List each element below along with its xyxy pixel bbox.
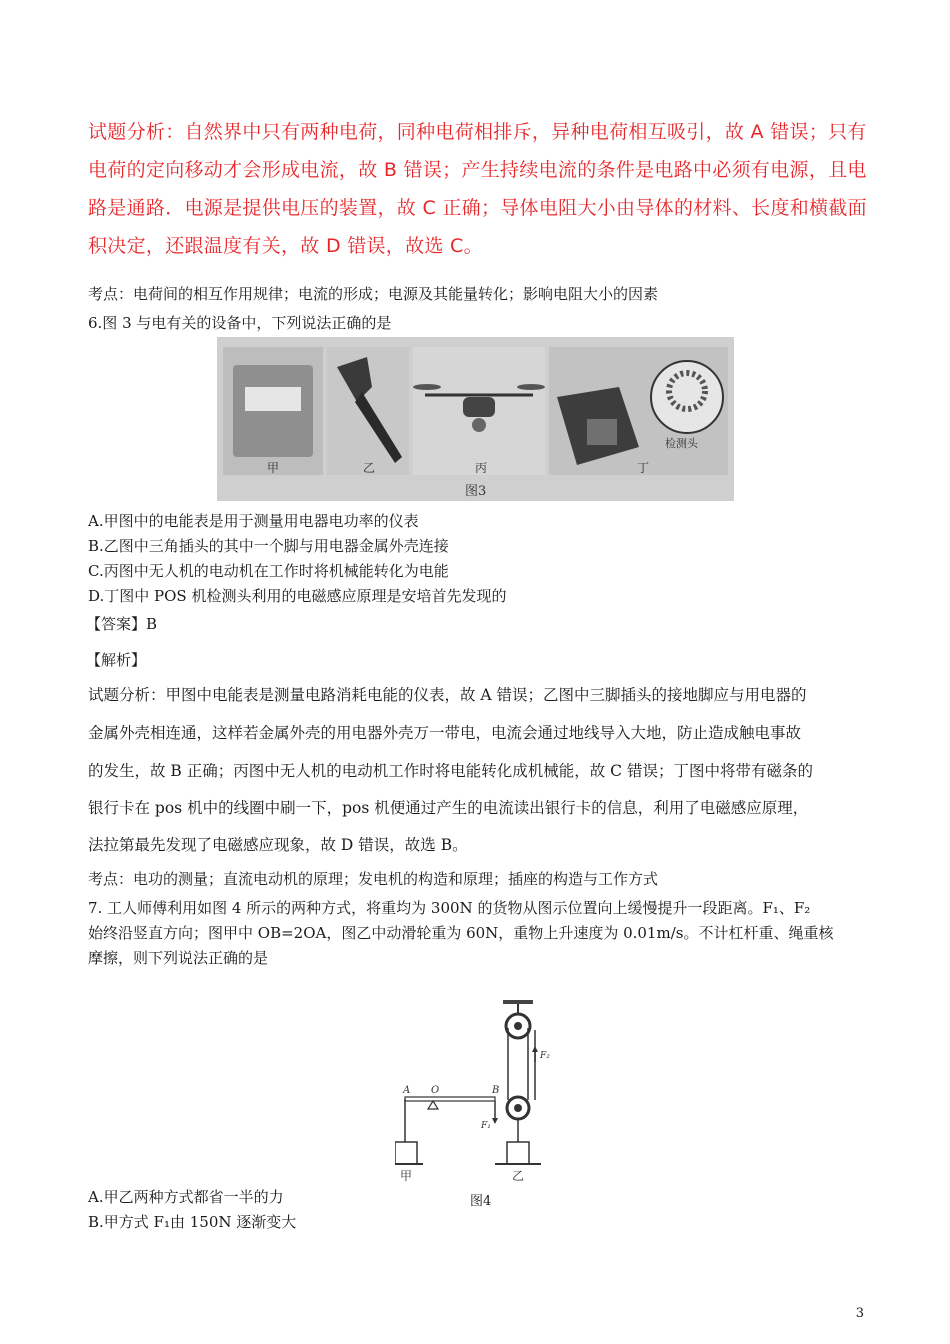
q6-analysis-line-3: 的发生，故 B 正确；丙图中无人机的电动机工作时将电能转化成机械能，故 C 错误；丁图中将带有磁条的 (88, 762, 813, 780)
label-f1: F₁ (481, 1121, 491, 1131)
figure-3-panel-bing (413, 347, 545, 475)
label-jia: 甲 (400, 1169, 413, 1183)
q7-line-1: 7. 工人师傅利用如图 4 所示的两种方式，将重均为 300N 的货物从图示位置向上缓慢提升一段距离。F₁、F₂ (88, 899, 811, 917)
q6-option-b: B.乙图中三角插头的其中一个脚与用电器金属外壳连接 (88, 537, 449, 555)
q7-line-3: 摩擦，则下列说法正确的是 (88, 949, 269, 967)
figure-3-label-ding: 丁 (637, 461, 650, 475)
label-a: A (403, 1085, 411, 1096)
figure-3-label-jia: 甲 (267, 461, 280, 475)
label-f2: F₂ (540, 1051, 550, 1061)
q6-stem: 6.图 3 与电有关的设备中，下列说法正确的是 (88, 314, 392, 332)
figure-3-caption: 图3 (465, 484, 487, 499)
q7-option-b: B.甲方式 F₁由 150N 逐渐变大 (88, 1213, 297, 1231)
q6-analysis-line-2: 金属外壳相连通，这样若金属外壳的用电器外壳万一带电，电流会通过地线导入大地，防止造成触电事故 (88, 724, 802, 742)
figure-3 (217, 337, 734, 501)
q6-answer: 【答案】B (86, 615, 158, 633)
figure-3-panel-jia (223, 347, 323, 475)
q6-jiexi: 【解析】 (86, 651, 147, 669)
figure-3-label-yi: 乙 (363, 461, 376, 475)
q7-option-a: A.甲乙两种方式都省一半的力 (88, 1188, 284, 1206)
q6-analysis-line-4: 银行卡在 pos 机中的线圈中刷一下，pos 机便通过产生的电流读出银行卡的信息，利用了电磁感应原理， (88, 799, 809, 817)
figure-4-caption: 图4 (470, 1194, 492, 1209)
q7-line-2: 始终沿竖直方向；图甲中 OB=2OA，图乙中动滑轮重为 60N，重物上升速度为 0.01m/s。不计杠杆重、绳重核 (88, 924, 834, 942)
figure-3-label-bing: 丙 (475, 461, 488, 475)
figure-4 (395, 1000, 565, 1185)
q6-option-d: D.丁图中 POS 机检测头利用的电磁感应原理是安培首先发现的 (88, 587, 507, 605)
q6-analysis-line-5: 法拉第最先发现了电磁感应现象，故 D 错误，故选 B。 (88, 836, 468, 854)
weight-yi (507, 1142, 529, 1164)
q6-option-a: A.甲图中的电能表是用于测量用电器电功率的仪表 (88, 512, 419, 530)
weight-jia (395, 1142, 417, 1164)
analysis-red-paragraph: 试题分析：自然界中只有两种电荷，同种电荷相排斥，异种电荷相互吸引，故 A 错误；只有电荷的定向移动才会形成电流，故 B 错误；产生持续电流的条件是电路中必须有电源，且电路是通路．电源是提供电压的装置，故 C 正确；导体电阻大小由导体的材料、长度和横截面积决定，还跟温度有关，故 D 错误，故选 C。 (88, 121, 867, 257)
kaodian-q5: 考点：电荷间的相互作用规律；电流的形成；电源及其能量转化；影响电阻大小的因素 (88, 285, 659, 303)
kaodian-q6: 考点：电功的测量；直流电动机的原理；发电机的构造和原理；插座的构造与工作方式 (88, 870, 659, 888)
figure-3-panel-ding (549, 347, 728, 475)
fulcrum (428, 1101, 438, 1109)
ceiling (503, 1000, 533, 1004)
label-b: B (492, 1085, 500, 1096)
lever (405, 1097, 495, 1101)
label-yi: 乙 (512, 1169, 525, 1183)
probe-label: 检测头 (665, 437, 698, 450)
page-number: 3 (855, 1306, 864, 1321)
q6-analysis-line-1: 试题分析：甲图中电能表是测量电路消耗电能的仪表，故 A 错误；乙图中三脚插头的接地脚应与用电器的 (88, 686, 807, 704)
q6-option-c: C.丙图中无人机的电动机在工作时将机械能转化为电能 (88, 562, 449, 580)
label-o: O (431, 1085, 440, 1096)
figure-3-panel-yi (327, 347, 409, 475)
